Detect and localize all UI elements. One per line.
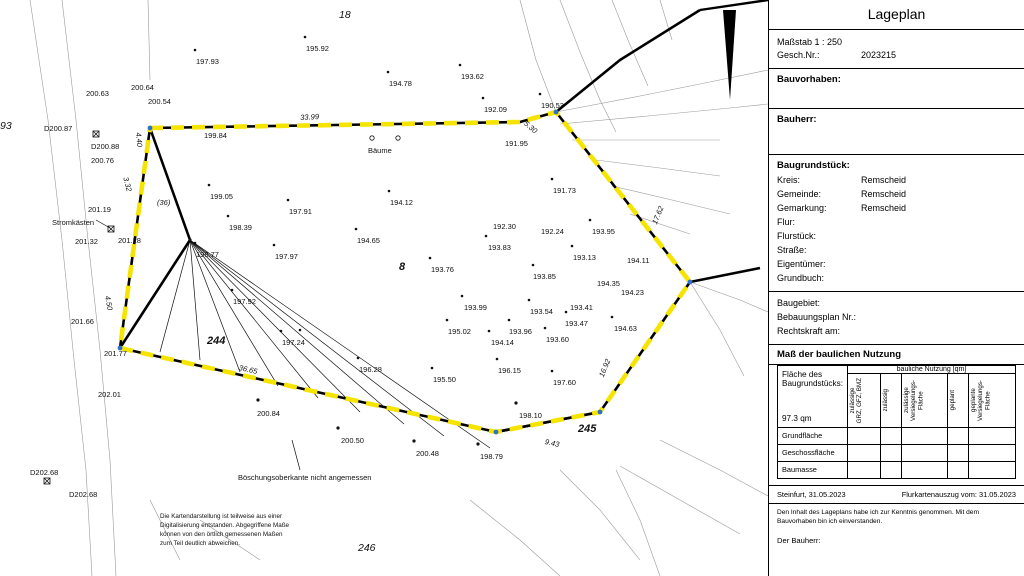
bauherr-signature-label: Der Bauherr: [777,535,821,545]
dimension-label: 16.92 [597,357,613,379]
spot-height: 193.13 [573,253,596,262]
bebauungsplan-field-row [777,311,1016,325]
spot-height: 193.62 [461,72,484,81]
baugrundstueck-field-value: Remscheid [861,203,907,214]
footer-right [902,490,1016,499]
nutzung-cell[interactable] [948,427,969,444]
dimension-label: (36) [157,198,171,207]
bebauungsplan-field-row [777,297,1016,311]
nutzung-cell[interactable] [948,461,969,478]
spot-height: D200.87 [44,124,73,133]
baugrundstueck-field-row [777,174,1016,188]
spot-height: 196.28 [359,365,382,374]
baugrundstueck-field-row [777,188,1016,202]
baugrundstueck-label: Baugrundstück: [777,160,850,172]
parcel-label: 8 [399,261,406,273]
nutzung-cell[interactable] [880,444,901,461]
nutzung-row-label: Geschossfläche [778,444,848,461]
nutzung-title: Maß der baulichen Nutzung [777,348,902,360]
spot-height: 201.66 [71,317,94,326]
baugrundstueck-field-key: Flur: [777,217,795,228]
spot-height: 200.63 [86,89,109,98]
spot-height: 200.84 [257,409,280,418]
scale-block [769,30,1024,69]
spot-height: 200.48 [416,449,439,458]
baugrundstueck-field-key: Straße: [777,245,807,256]
spot-height: 192.09 [484,105,507,114]
nutzung-cell[interactable] [847,427,880,444]
nutzung-header-row [778,365,1016,373]
gesch-nr-row [777,49,1016,63]
spot-height: 194.12 [390,198,413,207]
area-label: Fläche des Baugrundstücks: [782,369,843,388]
spot-height: 200.54 [148,97,171,106]
title-block-panel [768,0,1024,576]
bauvorhaben-block [769,69,1024,109]
map-annotation: Böschungsoberkante nicht angemessen [238,473,372,482]
baugrundstueck-field-row [777,258,1016,272]
flurkarten-value: 31.05.2023 [979,489,1016,499]
bauherr-block [769,109,1024,155]
nutzung-header-span: bauliche Nutzung [qm] [847,365,1015,373]
nutzung-row [778,444,1016,461]
spot-height: D202.68 [30,468,59,477]
spot-height: 191.95 [505,139,528,148]
dimension-label: 17.62 [650,204,666,226]
spot-height: 193.83 [488,243,511,252]
spot-height: 195.92 [306,44,329,53]
nutzung-row-label: Baumasse [778,461,848,478]
spot-height: 199.84 [204,131,227,140]
gesch-nr-value: 2023215 [861,50,897,61]
bebauungsplan-field-row [777,325,1016,339]
panel-title: Lageplan [769,0,1024,30]
spot-height: 200.50 [341,436,364,445]
baugrundstueck-field-key: Grundbuch: [777,272,825,283]
footer-dates [769,485,1024,503]
gesch-nr-label: Gesch.Nr.: [777,50,820,61]
spot-height: 194.35 [597,279,620,288]
footer-left: Steinfurt, 31.05.2023 [777,489,846,499]
nutzung-cell[interactable] [969,461,1016,478]
baugrundstueck-field-value: Remscheid [861,189,907,200]
spot-height: D202.68 [69,490,98,499]
bebauungsplan-block [769,292,1024,345]
spot-height: 191.73 [553,186,576,195]
parcel-label: 246 [358,542,376,554]
spot-height: 199.05 [210,192,233,201]
baugrundstueck-field-key: Gemarkung: [777,203,827,214]
nutzung-table [777,365,1016,479]
spot-height: 193.76 [431,265,454,274]
area-value: 97.3 qm [782,413,812,423]
bebauungsplan-field-key: Bebauungsplan Nr.: [777,311,857,322]
spot-height: 198.39 [229,223,252,232]
spot-height: 195.50 [433,375,456,384]
baugrundstueck-field-key: Flurstück: [777,231,817,242]
nutzung-col-header: zulässige Versiegelungs- Fläche [901,373,947,427]
bauvorhaben-label: Bauvorhaben: [777,74,841,86]
nutzung-cell[interactable] [901,427,947,444]
nutzung-cell[interactable] [901,461,947,478]
spot-height: 193.85 [533,272,556,281]
spot-height: 194.65 [357,236,380,245]
spot-height: 194.63 [614,324,637,333]
baugrundstueck-field-key: Eigentümer: [777,258,826,269]
bebauungsplan-fields [777,297,1016,339]
nutzung-cell[interactable] [847,461,880,478]
nutzung-cell[interactable] [847,444,880,461]
nutzung-table-wrap [769,365,1024,479]
parcel-label: 93 [0,120,12,132]
spot-height: 192.24 [541,227,564,236]
spot-height: 193.96 [509,327,532,336]
nutzung-cell[interactable] [969,427,1016,444]
baugrundstueck-field-key: Kreis: [777,175,801,186]
parcel-label: 18 [339,9,351,21]
map-disclaimer: Die Kartendarstellung ist teilweise aus einer Digitalisierung entstanden. Abgegriffene Maße können von den örtlich gemessenen Maßen zum Teil deutlich abweichen. [160,513,290,548]
spot-height: 197.97 [275,252,298,261]
nutzung-row [778,461,1016,478]
baugrundstueck-fields [777,174,1016,286]
spot-height: 194.78 [389,79,412,88]
spot-height: 200.64 [131,83,154,92]
baugrundstueck-field-row [777,202,1016,216]
bebauungsplan-field-key: Baugebiet: [777,297,821,308]
nutzung-body [778,427,1016,478]
flurkarten-label: Flurkartenauszug vom: [901,489,977,499]
spot-height: 193.60 [546,335,569,344]
baugrundstueck-field-row [777,272,1016,286]
baugrundstueck-block [769,155,1024,292]
baugrundstueck-field-row [777,230,1016,244]
spot-height: 190.53 [541,101,564,110]
spot-height: 193.41 [570,303,593,312]
nutzung-col-header: geplant [948,373,969,427]
bauherr-label: Bauherr: [777,114,817,126]
spot-height: 198.79 [480,452,503,461]
scale-label: Maßstab 1 : 250 [777,37,843,47]
baugrundstueck-field-key: Gemeinde: [777,189,822,200]
spot-height: 200.76 [91,156,114,165]
nutzung-cell[interactable] [969,444,1016,461]
spot-height: 194.23 [621,288,644,297]
nutzung-cell[interactable] [880,461,901,478]
spot-height: 193.47 [565,319,588,328]
spot-height: 201.19 [88,205,111,214]
spot-height: 197.24 [282,338,305,347]
spot-height: 194.11 [627,256,650,265]
spot-height: 197.92 [233,297,256,306]
spot-height: 201.28 [118,236,141,245]
spot-height: 198.10 [519,411,542,420]
consent-note: Den Inhalt des Lageplans habe ich zur Kenntnis genommen. Mit dem Bauvorhaben bin ich einverstanden. [769,503,1024,531]
spot-height: 201.32 [75,237,98,246]
spot-height: 198.77 [196,250,219,259]
spot-height: 193.99 [464,303,487,312]
dimension-label: 36.65 [237,363,259,376]
spot-height: D200.88 [91,142,120,151]
spot-height: 193.95 [592,227,615,236]
spot-height: 197.93 [196,57,219,66]
nutzung-cell[interactable] [901,444,947,461]
nutzung-cell[interactable] [880,427,901,444]
spot-height: 195.02 [448,327,471,336]
dimension-label: 33.99 [300,112,320,122]
nutzung-row [778,427,1016,444]
spot-height: 197.60 [553,378,576,387]
dimension-label: 3.32 [121,176,134,193]
nutzung-col-header: zulässig [880,373,901,427]
dimension-label: 5.30 [522,119,540,136]
bebauungsplan-field-key: Rechtskraft am: [777,325,841,336]
baugrundstueck-field-row [777,244,1016,258]
dimension-label: 9.43 [543,437,561,450]
map-annotation: Stromkästen [52,218,95,227]
dimension-label: 4.40 [134,132,145,148]
dimension-label: 4.50 [103,295,115,311]
parcel-label: 244 [207,335,226,347]
baugrundstueck-field-row [777,216,1016,230]
map-annotation: Bäume [368,146,392,155]
spot-height: 192.30 [493,222,516,231]
spot-height: 197.91 [289,207,312,216]
nutzung-row-label: Grundfläche [778,427,848,444]
north-arrow-icon [723,10,736,100]
baugrundstueck-field-value: Remscheid [861,175,907,186]
spot-height: 202.01 [98,390,121,399]
nutzung-block [769,345,1024,365]
nutzung-cell[interactable] [948,444,969,461]
nutzung-col-header: geplante Versiegelungs- Fläche [969,373,1016,427]
parcel-label: 245 [578,423,597,435]
spot-height: 201.77 [104,349,127,358]
spot-height: 194.14 [491,338,514,347]
spot-height: 193.54 [530,307,553,316]
nutzung-col-header: zulässige GRZ, GFZ, BMZ [847,373,880,427]
spot-height: 196.15 [498,366,521,375]
